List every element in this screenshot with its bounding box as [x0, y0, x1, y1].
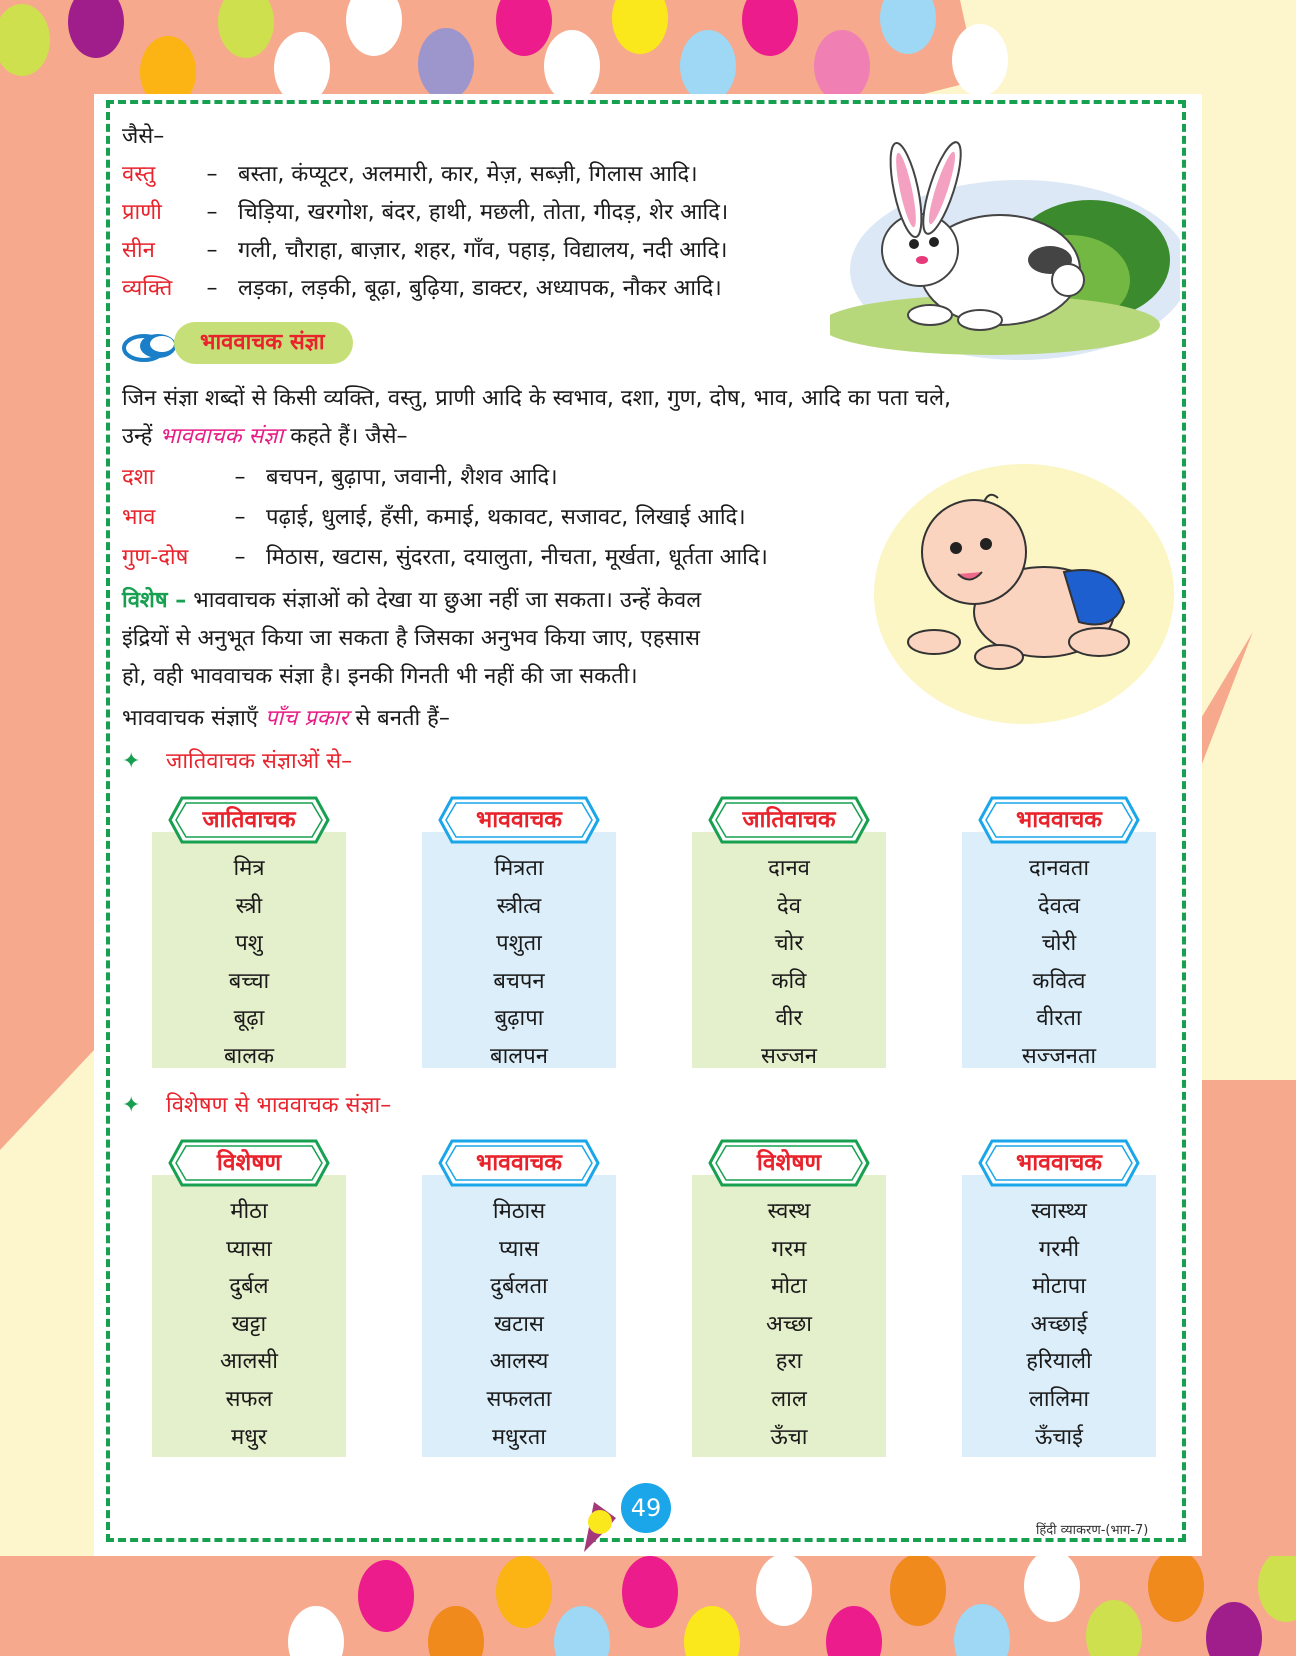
baby-illustration [874, 462, 1174, 727]
column-rows [962, 1193, 1156, 1456]
bhav-label: भाव [122, 505, 156, 530]
table-column [962, 794, 1156, 1068]
table-cell: चोर [774, 931, 804, 957]
bhav-examples-list [122, 458, 768, 578]
table-cell: गरमी [1038, 1236, 1080, 1262]
example-row [122, 156, 1172, 194]
table-column [692, 1137, 886, 1457]
table-cell: मधुरता [492, 1424, 546, 1450]
column-rows [422, 850, 616, 1076]
table-cell: लाल [771, 1386, 807, 1412]
types-emphasis: पाँच प्रकार [265, 706, 349, 731]
table-cell: प्यास [499, 1236, 539, 1262]
vishesh-text-1: भाववाचक संज्ञाओं को देखा या छुआ नहीं जा सकता। उन्हें केवल [193, 588, 702, 613]
column-rows [962, 850, 1156, 1076]
section2-table [122, 1137, 1172, 1461]
table-cell: ऊँचा [770, 1424, 808, 1450]
dash: – [234, 505, 246, 530]
vishesh-label: विशेष – [122, 588, 187, 613]
decorative-dots-bottom [0, 1556, 1296, 1656]
example-row [122, 270, 1172, 308]
table-cell: सफलता [486, 1386, 552, 1412]
section1-title [122, 745, 352, 779]
table-cell: मीठा [230, 1199, 268, 1224]
table-cell: प्यासा [226, 1236, 272, 1262]
column-header: विशेषण [216, 1150, 282, 1176]
definition-emphasis: भाववाचक संज्ञा [159, 424, 284, 449]
table-cell: बचपन [493, 968, 545, 994]
dash: – [206, 276, 218, 301]
star-icon: ✦ [122, 749, 141, 774]
table-cell: मोटा [771, 1274, 807, 1300]
dash: – [206, 238, 218, 263]
vishesh-line-3: हो, वही भाववाचक संज्ञा है। इनकी गिनती भी नहीं की जा सकती। [122, 664, 638, 689]
example-label: सीन [122, 238, 155, 263]
column-header: भाववाचक [476, 1150, 562, 1176]
table-column [422, 1137, 616, 1457]
column-header: भाववाचक [476, 807, 562, 833]
star-icon: ✦ [122, 1093, 141, 1118]
column-rows [692, 850, 886, 1076]
example-text: बस्ता, कंप्यूटर, अलमारी, कार, मेज़, सब्ज़ी, गिलास आदि। [238, 162, 698, 187]
vishesh-line-1 [122, 582, 856, 620]
table-column [962, 1137, 1156, 1457]
column-rows [422, 1193, 616, 1456]
table-cell: गरम [771, 1236, 807, 1262]
decorative-dots-top [0, 0, 1296, 100]
column-rows [692, 1193, 886, 1456]
table-cell: दानव [768, 856, 810, 881]
heading-pill: भाववाचक संज्ञा [174, 322, 353, 364]
section1-table [122, 794, 1172, 1074]
table-cell: सज्जन [761, 1043, 817, 1069]
vishesh-line-2: इंद्रियों से अनुभूत किया जा सकता है जिसका अनुभव किया जाए, एहसास [122, 626, 700, 651]
definition-line-2 [122, 418, 1174, 456]
table-cell: स्त्री [235, 893, 263, 919]
table-cell: स्त्रीत्व [496, 893, 542, 919]
table-cell: बूढ़ा [233, 1006, 265, 1032]
table-cell: मिठास [492, 1199, 546, 1224]
bhav-example-row [122, 538, 768, 578]
example-text: लड़का, लड़की, बूढ़ा, बुढ़िया, डाक्टर, अध्यापक, नौकर आदि। [238, 276, 722, 301]
column-header: भाववाचक [1016, 807, 1102, 833]
table-cell: खट्टा [231, 1311, 267, 1337]
bhav-text: पढ़ाई, धुलाई, हँसी, कमाई, थकावट, सजावट, लिखाई आदि। [266, 505, 746, 530]
column-rows [152, 1193, 346, 1456]
column-rows [152, 850, 346, 1076]
table-cell: मोटापा [1032, 1274, 1086, 1300]
bhav-text: मिठास, खटास, सुंदरता, दयालुता, नीचता, मूर्खता, धूर्तता आदि। [266, 545, 768, 570]
table-cell: चोरी [1041, 931, 1077, 957]
definition-paragraph [122, 380, 1174, 456]
table-cell: बालपन [490, 1043, 548, 1069]
table-cell: दुर्बल [229, 1274, 269, 1300]
intro-label: जैसे– [122, 124, 165, 149]
definition-line-1: जिन संज्ञा शब्दों से किसी व्यक्ति, वस्तु, प्राणी आदि के स्वभाव, दशा, गुण, दोष, भाव, आदि का पता चले, [122, 386, 952, 411]
table-cell: बुढ़ापा [494, 1006, 544, 1032]
dash: – [206, 200, 218, 225]
swirl-icon [122, 322, 182, 366]
table-cell: आलसी [220, 1349, 278, 1375]
vishesh-note [122, 582, 856, 696]
section2-title [122, 1089, 391, 1123]
types-pre: भाववाचक संज्ञाएँ [122, 706, 259, 731]
table-cell: स्वास्थ्य [1031, 1199, 1087, 1224]
example-label: प्राणी [122, 200, 162, 225]
examples-block [122, 118, 1172, 308]
column-header: जातिवाचक [742, 807, 836, 833]
table-column [692, 794, 886, 1068]
table-cell: सज्जनता [1021, 1043, 1097, 1069]
dash: – [234, 465, 246, 490]
table-cell: खटास [494, 1311, 544, 1337]
examples-list [122, 156, 1172, 308]
example-label: व्यक्ति [122, 276, 173, 301]
definition-post: कहते हैं। जैसे– [290, 424, 408, 449]
page-number: 49 [630, 1494, 662, 1522]
table-cell: बालक [223, 1043, 275, 1069]
table-cell: हरा [775, 1349, 803, 1375]
table-cell: वीरता [1036, 1006, 1082, 1032]
table-cell: आलस्य [489, 1349, 549, 1375]
table-cell: पशु [235, 931, 263, 957]
dash: – [206, 162, 218, 187]
table-cell: बच्चा [228, 968, 270, 994]
example-text: गली, चौराहा, बाज़ार, शहर, गाँव, पहाड़, विद्यालय, नदी आदि। [238, 238, 728, 263]
example-text: चिड़िया, खरगोश, बंदर, हाथी, मछली, तोता, गीदड़, शेर आदि। [238, 200, 729, 225]
column-header: भाववाचक [1016, 1150, 1102, 1176]
table-cell: हरियाली [1026, 1349, 1092, 1375]
section2-title-text: विशेषण से भाववाचक संज्ञा– [166, 1093, 392, 1118]
definition-pre: उन्हें [122, 424, 153, 449]
footer-book-title: हिंदी व्याकरण-(भाग-7) [1036, 1523, 1149, 1538]
bhav-label: गुण-दोष [122, 545, 189, 570]
table-cell: अच्छाई [1030, 1311, 1088, 1337]
table-cell: पशुता [496, 931, 542, 957]
bhav-example-row [122, 458, 768, 498]
table-cell: मित्रता [494, 856, 544, 881]
table-cell: मित्र [233, 856, 265, 881]
section1-title-text: जातिवाचक संज्ञाओं से– [166, 749, 353, 774]
table-column [152, 1137, 346, 1457]
table-cell: वीर [775, 1006, 803, 1032]
table-cell: सफल [225, 1386, 273, 1412]
example-label: वस्तु [122, 162, 156, 187]
table-cell: दानवता [1028, 856, 1090, 881]
bhav-label: दशा [122, 465, 155, 490]
bhav-text: बचपन, बुढ़ापा, जवानी, शैशव आदि। [266, 465, 558, 490]
table-cell: देव [777, 893, 801, 919]
table-cell: स्वस्थ [767, 1199, 811, 1224]
table-cell: कवि [771, 968, 807, 994]
column-header: जातिवाचक [202, 807, 296, 833]
table-cell: ऊँचाई [1035, 1424, 1083, 1450]
table-cell: अच्छा [765, 1311, 813, 1337]
table-cell: कवित्व [1032, 968, 1086, 994]
types-line [122, 700, 450, 738]
table-cell: लालिमा [1028, 1386, 1090, 1412]
example-row [122, 194, 1172, 232]
column-header: विशेषण [756, 1150, 822, 1176]
types-post: से बनती हैं– [355, 706, 450, 731]
table-column [152, 794, 346, 1068]
table-cell: मधुर [231, 1424, 267, 1450]
table-cell: देवत्व [1038, 893, 1080, 919]
dash: – [234, 545, 246, 570]
table-column [422, 794, 616, 1068]
example-row [122, 232, 1172, 270]
table-cell: दुर्बलता [490, 1274, 548, 1300]
bhav-example-row [122, 498, 768, 538]
